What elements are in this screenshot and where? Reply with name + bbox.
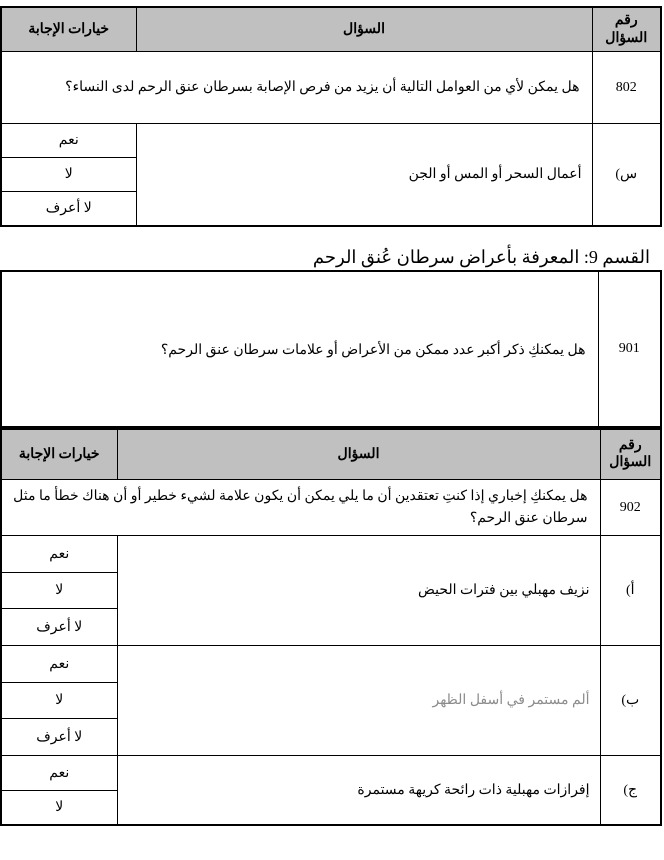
question-text: هل يمكن لأي من العوامل التالية أن يزيد من فرص الإصابة بسرطان عنق الرحم لدى النساء؟ <box>1 52 592 124</box>
question-row-901 <box>1 271 661 427</box>
option-yes: نعم <box>1 536 117 573</box>
option-yes: نعم <box>1 756 117 791</box>
item-text: نزيف مهبلي بين فترات الحيض <box>117 536 600 646</box>
option-yes: نعم <box>1 646 117 683</box>
col-header-answer-options: خيارات الإجابة <box>1 429 117 480</box>
col-header-question: السؤال <box>136 7 592 52</box>
table-header-row <box>1 7 661 52</box>
table-header-row <box>1 429 661 480</box>
item-row-jeem <box>1 756 661 791</box>
option-dont-know: لا أعرف <box>1 192 136 226</box>
question-number: 901 <box>598 271 661 427</box>
item-row-alef <box>1 536 661 573</box>
col-header-question: السؤال <box>117 429 600 480</box>
section-9-heading: القسم 9: المعرفة بأعراض سرطان عُنق الرحم <box>312 246 650 267</box>
question-text: هل يمكنكِ ذكر أكبر عدد ممكن من الأعراض أو علامات سرطان عنق الرحم؟ <box>1 271 598 427</box>
col-header-question-number: رقم السؤال <box>592 7 661 52</box>
question-table-902 <box>0 428 662 826</box>
question-number: 802 <box>592 52 661 124</box>
option-dont-know: لا أعرف <box>1 609 117 646</box>
question-row-902 <box>1 480 661 536</box>
item-label: ب) <box>600 646 661 756</box>
item-row-seen <box>1 124 661 158</box>
option-no: لا <box>1 683 117 719</box>
question-table-802 <box>0 6 662 227</box>
option-no: لا <box>1 573 117 609</box>
item-text: إفرازات مهبلية ذات رائحة كريهة مستمرة <box>117 756 600 825</box>
item-row-ba <box>1 646 661 683</box>
question-row-802 <box>1 52 661 124</box>
option-no: لا <box>1 791 117 825</box>
item-text: أعمال السحر أو المس أو الجن <box>136 124 592 226</box>
item-label: أ) <box>600 536 661 646</box>
option-dont-know: لا أعرف <box>1 719 117 756</box>
question-text: هل يمكنكِ إخباري إذا كنتِ تعتقدين أن ما يلي يمكن أن يكون علامة لشيء خطير أو أن هناك خطأ ما مثل سرطان عنق الرحم؟ <box>1 480 600 536</box>
option-yes: نعم <box>1 124 136 158</box>
item-label: س) <box>592 124 661 226</box>
item-label: ج) <box>600 756 661 825</box>
item-text: ألم مستمر في أسفل الظهر <box>117 646 600 756</box>
question-number: 902 <box>600 480 661 536</box>
col-header-question-number: رقم السؤال <box>600 429 661 480</box>
option-no: لا <box>1 158 136 192</box>
col-header-answer-options: خيارات الإجابة <box>1 7 136 52</box>
question-table-901 <box>0 270 662 428</box>
